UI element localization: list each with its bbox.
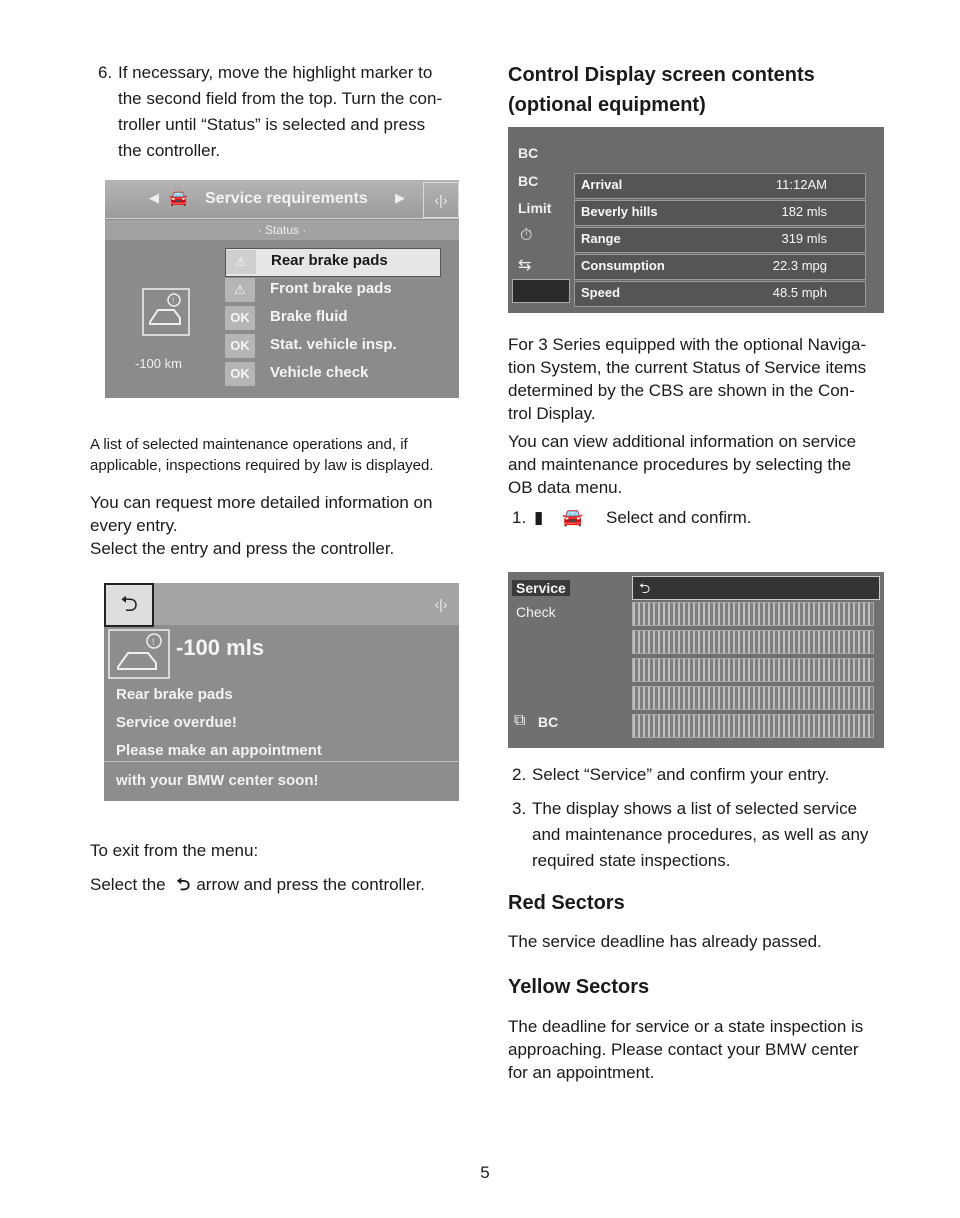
bc-row[interactable]: Range 319 mls xyxy=(574,227,866,253)
paragraph-ob-menu: You can view additional information on service and maintenance procedures by selecting the OB data menu. xyxy=(508,432,857,497)
detail-line: Please make an appointment xyxy=(116,742,322,759)
paragraph-navigation: For 3 Series equipped with the optional Naviga- tion System, the current Status of Service items determined by the CBS are shown in the Con- trol Display. xyxy=(508,335,867,423)
ok-badge: OK xyxy=(225,334,255,358)
ok-badge: OK xyxy=(225,306,255,330)
bc-label: BC xyxy=(518,173,539,189)
service-row[interactable] xyxy=(632,658,874,682)
yellow-sectors-text: The deadline for service or a state inspection is approaching. Please contact your BMW center for an appointment. xyxy=(508,1017,864,1082)
detail-line: Service overdue! xyxy=(116,714,237,731)
service-menu-item[interactable]: Service xyxy=(512,580,570,596)
screen-caption: A list of selected maintenance operations and, if applicable, inspections required by law is displayed. xyxy=(90,436,434,474)
red-sectors-heading: Red Sectors xyxy=(508,892,625,914)
limit-label: Limit xyxy=(518,200,552,216)
step-text: Select “Service” and confirm your entry. xyxy=(532,765,830,784)
exit-instructions: Select the ⮌ arrow and press the controller. xyxy=(90,875,426,894)
car-icon: 🚘 xyxy=(169,190,188,207)
exit-instructions-title: To exit from the menu: xyxy=(90,841,259,860)
car-menu-icon[interactable] xyxy=(512,279,570,303)
list-item-label: Stat. vehicle insp. xyxy=(270,336,397,353)
step-number: 2. xyxy=(512,765,527,784)
list-item-label: Brake fluid xyxy=(270,308,348,325)
list-item[interactable] xyxy=(225,333,439,360)
screen-top-bar xyxy=(104,583,459,625)
controller-nav-icon[interactable]: ‹|› xyxy=(434,596,448,612)
warning-icon: ⚠ xyxy=(225,278,255,302)
list-item[interactable] xyxy=(225,361,439,388)
list-item[interactable] xyxy=(225,277,439,304)
list-item-label: Front brake pads xyxy=(270,280,392,297)
service-requirements-screen xyxy=(105,180,459,398)
bc-label[interactable]: BC xyxy=(538,714,559,730)
car-icon: 🚘 xyxy=(562,508,584,527)
detail-line: with your BMW center soon! xyxy=(116,772,319,789)
service-row[interactable] xyxy=(632,602,874,626)
red-sectors-text: The service deadline has already passed. xyxy=(508,932,822,951)
bc-row[interactable]: Beverly hills 182 mls xyxy=(574,200,866,226)
status-label: · Status · xyxy=(105,220,459,240)
step-number: 1. xyxy=(512,508,527,527)
step-number: 6. xyxy=(98,63,113,82)
distance-value: -100 km xyxy=(135,356,182,371)
service-summary-pane xyxy=(105,242,215,398)
screen-title: Service requirements xyxy=(205,190,368,207)
service-car-icon xyxy=(142,288,190,336)
detail-line: Rear brake pads xyxy=(116,686,233,703)
back-arrow-icon[interactable]: ⮌ xyxy=(104,583,154,627)
arrow-right-icon[interactable]: ▶ xyxy=(395,190,405,205)
service-row[interactable] xyxy=(632,686,874,710)
service-row[interactable] xyxy=(632,714,874,738)
stopwatch-icon: ⏱ xyxy=(520,227,533,244)
distance-value: -100 mls xyxy=(176,635,265,660)
step-text: The display shows a list of selected service and maintenance procedures, as well as any required state inspections. xyxy=(532,799,869,870)
warning-icon: ⚠ xyxy=(226,250,256,274)
trip-icon: ⧉ xyxy=(514,712,526,729)
section-heading: Control Display screen contents (optional equipment) xyxy=(508,64,815,116)
step-text: Select and confirm. xyxy=(606,508,752,527)
list-item-label: Vehicle check xyxy=(270,364,369,381)
menu-icon: ▮ xyxy=(534,508,544,527)
back-arrow-icon[interactable]: ⮌ xyxy=(632,576,880,600)
trip-icon: ⇆ xyxy=(518,257,532,274)
bc-row[interactable]: Speed 48.5 mph xyxy=(574,281,866,307)
page-number: 5 xyxy=(480,1163,490,1182)
back-arrow-icon: ⮌ xyxy=(176,875,191,894)
step-number: 3. xyxy=(512,799,527,818)
arrow-left-icon[interactable]: ◀ xyxy=(149,190,159,205)
service-row[interactable] xyxy=(632,630,874,654)
bc-row[interactable]: Consumption 22.3 mpg xyxy=(574,254,866,280)
yellow-sectors-heading: Yellow Sectors xyxy=(508,976,650,998)
step-text: If necessary, move the highlight marker to the second field from the top. Turn the con- troller until “Status” is selected and press the controller. xyxy=(118,63,443,160)
ok-badge: OK xyxy=(225,362,255,386)
list-item[interactable] xyxy=(225,248,441,277)
bc-row[interactable]: Arrival 11:12AM xyxy=(574,173,866,199)
list-item-label: Rear brake pads xyxy=(271,252,388,269)
divider xyxy=(104,761,459,762)
service-car-icon xyxy=(108,629,170,679)
paragraph-detail-info: You can request more detailed information on every entry. Select the entry and press the controller. xyxy=(90,493,433,558)
controller-nav-icon[interactable]: ‹|› xyxy=(423,182,459,218)
check-menu-item[interactable]: Check xyxy=(516,604,556,620)
service-check-screen xyxy=(508,572,884,748)
bc-label: BC xyxy=(518,145,539,161)
list-item[interactable] xyxy=(225,305,439,332)
screen-title-bar xyxy=(105,180,459,219)
svg-text:!: ! xyxy=(152,637,155,647)
svg-text:!: ! xyxy=(172,296,175,305)
onboard-computer-screen xyxy=(508,127,884,313)
service-detail-screen xyxy=(104,583,459,801)
